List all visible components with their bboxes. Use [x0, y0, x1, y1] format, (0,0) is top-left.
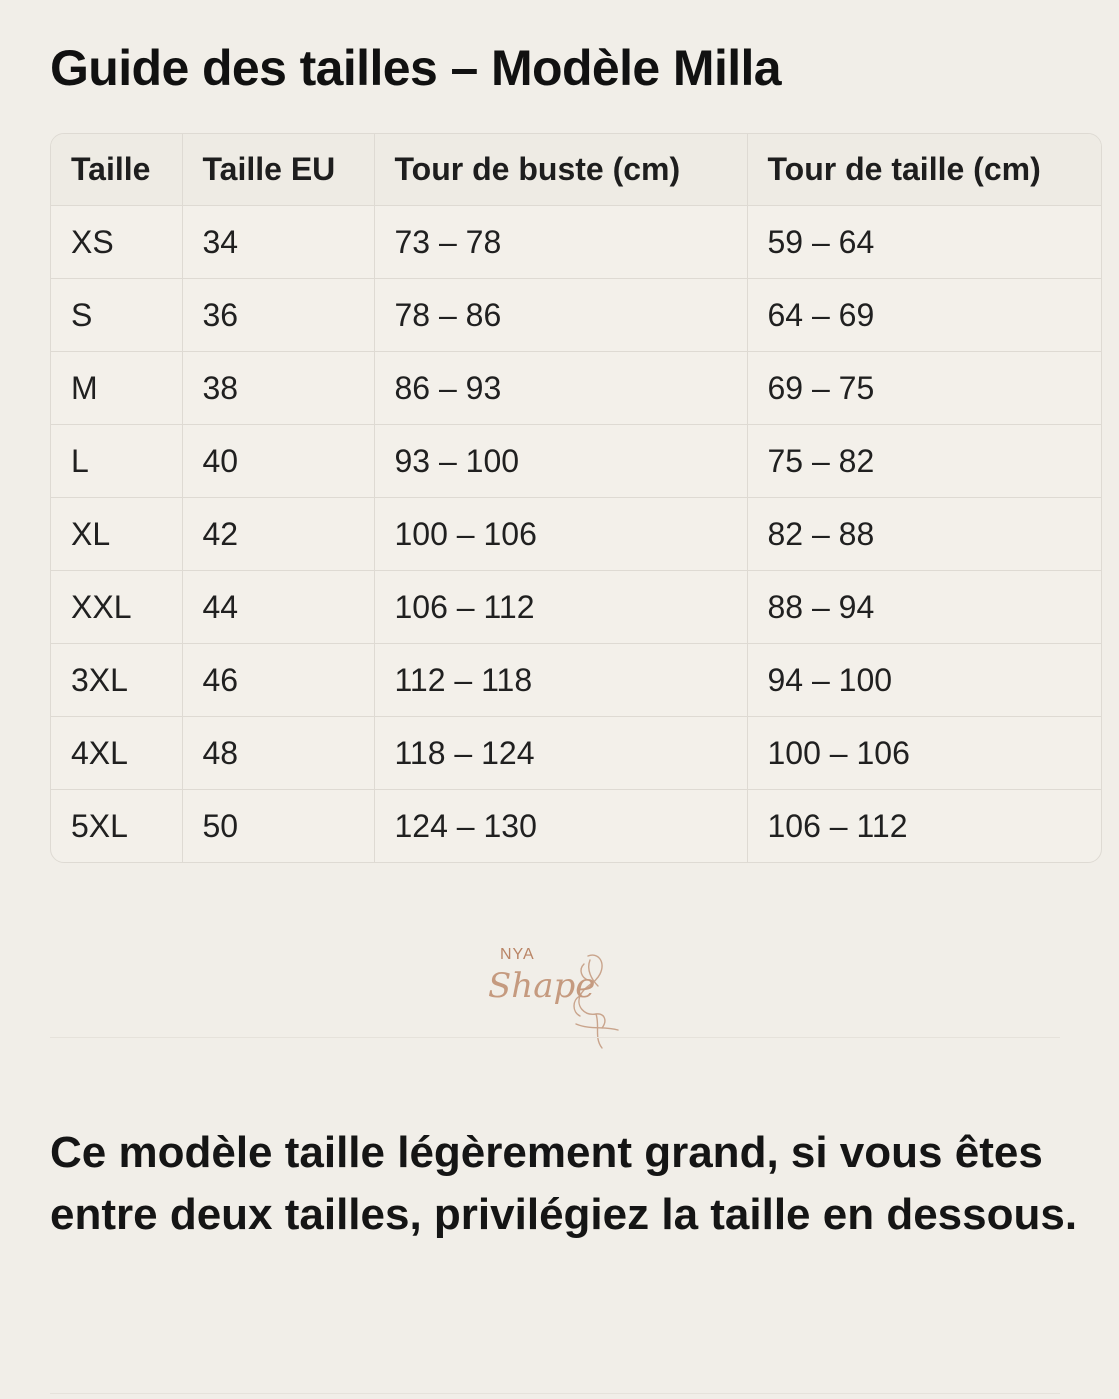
- cell-bust: 106 – 112: [374, 571, 747, 644]
- cell-eu-size: 38: [182, 352, 374, 425]
- cell-size: S: [51, 279, 182, 352]
- cell-waist: 64 – 69: [747, 279, 1101, 352]
- cell-eu-size: 46: [182, 644, 374, 717]
- cell-waist: 106 – 112: [767, 807, 908, 844]
- cell-eu-size: 44: [182, 571, 374, 644]
- logo-text-shape: Shape: [488, 966, 596, 1006]
- cell-size: XS: [51, 206, 182, 279]
- cell-bust: 118 – 124: [374, 717, 747, 790]
- table-header-row: [51, 134, 1101, 206]
- table-row: [51, 644, 1101, 717]
- cell-bust: 93 – 100: [374, 425, 747, 498]
- page-title: Guide des tailles – Modèle Milla: [50, 40, 782, 96]
- cell-size: XXL: [51, 571, 182, 644]
- bottom-divider: [50, 1393, 1060, 1394]
- cell-bust: 112 – 118: [374, 644, 747, 717]
- table-row: [51, 279, 1101, 352]
- cell-eu-size: 34: [182, 206, 374, 279]
- cell-bust: 78 – 86: [374, 279, 747, 352]
- cell-eu-size: 36: [182, 279, 374, 352]
- cell-waist: 69 – 75: [747, 352, 1101, 425]
- cell-bust: 73 – 78: [374, 206, 747, 279]
- cell-waist: 82 – 88: [747, 498, 1101, 571]
- header-taille: Taille: [51, 134, 182, 206]
- cell-eu-size: 42: [182, 498, 374, 571]
- nya-shape-logo: [480, 940, 630, 1052]
- cell-waist: 88 – 94: [747, 571, 1101, 644]
- table-row: [51, 352, 1101, 425]
- header-tour-de-taille: Tour de taille (cm): [747, 134, 1101, 206]
- cell-eu-size: 50: [182, 790, 374, 863]
- cell-eu-size: 48: [182, 717, 374, 790]
- logo-text-nya: NYA: [500, 946, 535, 963]
- cell-size: L: [51, 425, 182, 498]
- header-tour-de-buste: Tour de buste (cm): [374, 134, 747, 206]
- cell-bust: 100 – 106: [374, 498, 747, 571]
- header-taille-eu: Taille EU: [182, 134, 374, 206]
- cell-size: M: [51, 352, 182, 425]
- cell-size: XL: [51, 498, 182, 571]
- cell-size: 5XL: [51, 790, 182, 863]
- size-guide-table: [50, 133, 1102, 863]
- cell-waist: 75 – 82: [747, 425, 1101, 498]
- cell-size: 3XL: [51, 644, 182, 717]
- sizing-note: Ce modèle taille légèrement grand, si vous êtes entre deux tailles, privilégiez la taille en dessous.: [50, 1128, 1078, 1239]
- cell-bust: 124 – 130: [374, 790, 747, 863]
- cell-eu-size: 40: [182, 425, 374, 498]
- cell-waist: 59 – 64: [747, 206, 1101, 279]
- cell-size: 4XL: [51, 717, 182, 790]
- table-row: [51, 790, 1101, 863]
- divider: [50, 1037, 1060, 1038]
- cell-waist: 100 – 106: [747, 717, 1101, 790]
- cell-bust: 86 – 93: [374, 352, 747, 425]
- table-row: [51, 498, 1101, 571]
- table-row: [51, 717, 1101, 790]
- table-row: [51, 425, 1101, 498]
- table-row: [51, 206, 1101, 279]
- table-row: [51, 571, 1101, 644]
- cell-waist: 94 – 100: [747, 644, 1101, 717]
